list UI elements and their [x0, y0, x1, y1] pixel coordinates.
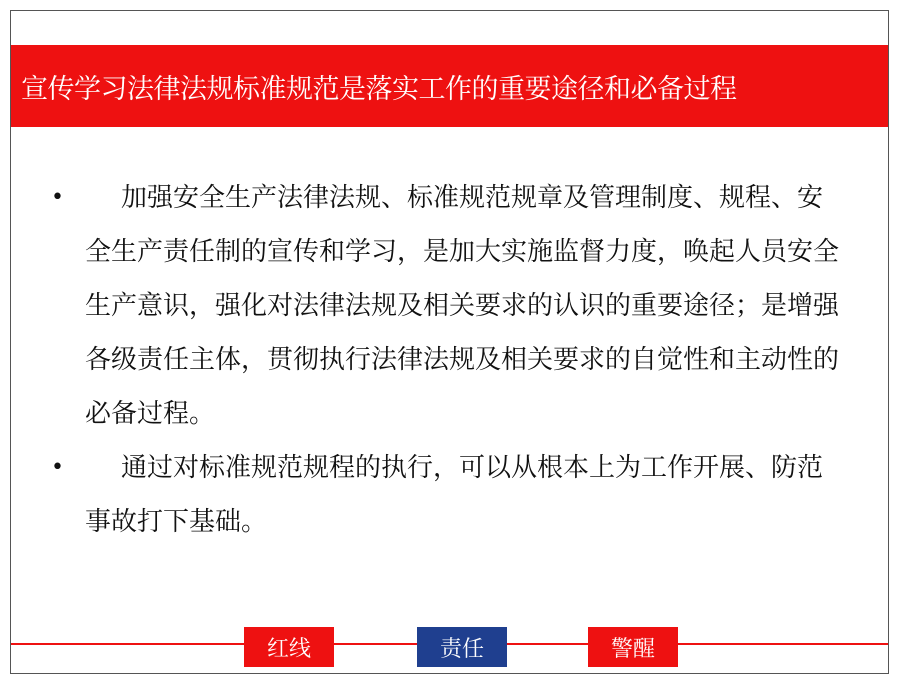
slide-title: 宣传学习法律法规标准规范是落实工作的重要途径和必备过程	[21, 73, 737, 105]
footer-tag-responsibility: 责任	[417, 627, 507, 667]
bullet-text-2: 通过对标准规范规程的执行，可以从根本上为工作开展、防范事故打下基础。	[85, 453, 824, 537]
bullet-text-1: 加强安全生产法律法规、标准规范规章及管理制度、规程、安全生产责任制的宣传和学习，是加大实施监督力度，唤起人员安全生产意识，强化对法律法规及相关要求的认识的重要途径；是增强各级责任主体，贯彻执行法律法规及相关要求的自觉性和主动性的必备过程。	[85, 183, 840, 429]
slide	[10, 10, 889, 674]
bullet-item-2	[51, 441, 841, 549]
bullet-dot-icon: •	[51, 455, 64, 480]
title-bar	[11, 45, 888, 127]
footer-tag-red-line: 红线	[244, 627, 334, 667]
bullet-dot-icon: •	[51, 185, 64, 210]
bullet-list	[51, 171, 841, 549]
footer-tag-alert: 警醒	[588, 627, 678, 667]
bullet-item-1	[51, 171, 841, 441]
